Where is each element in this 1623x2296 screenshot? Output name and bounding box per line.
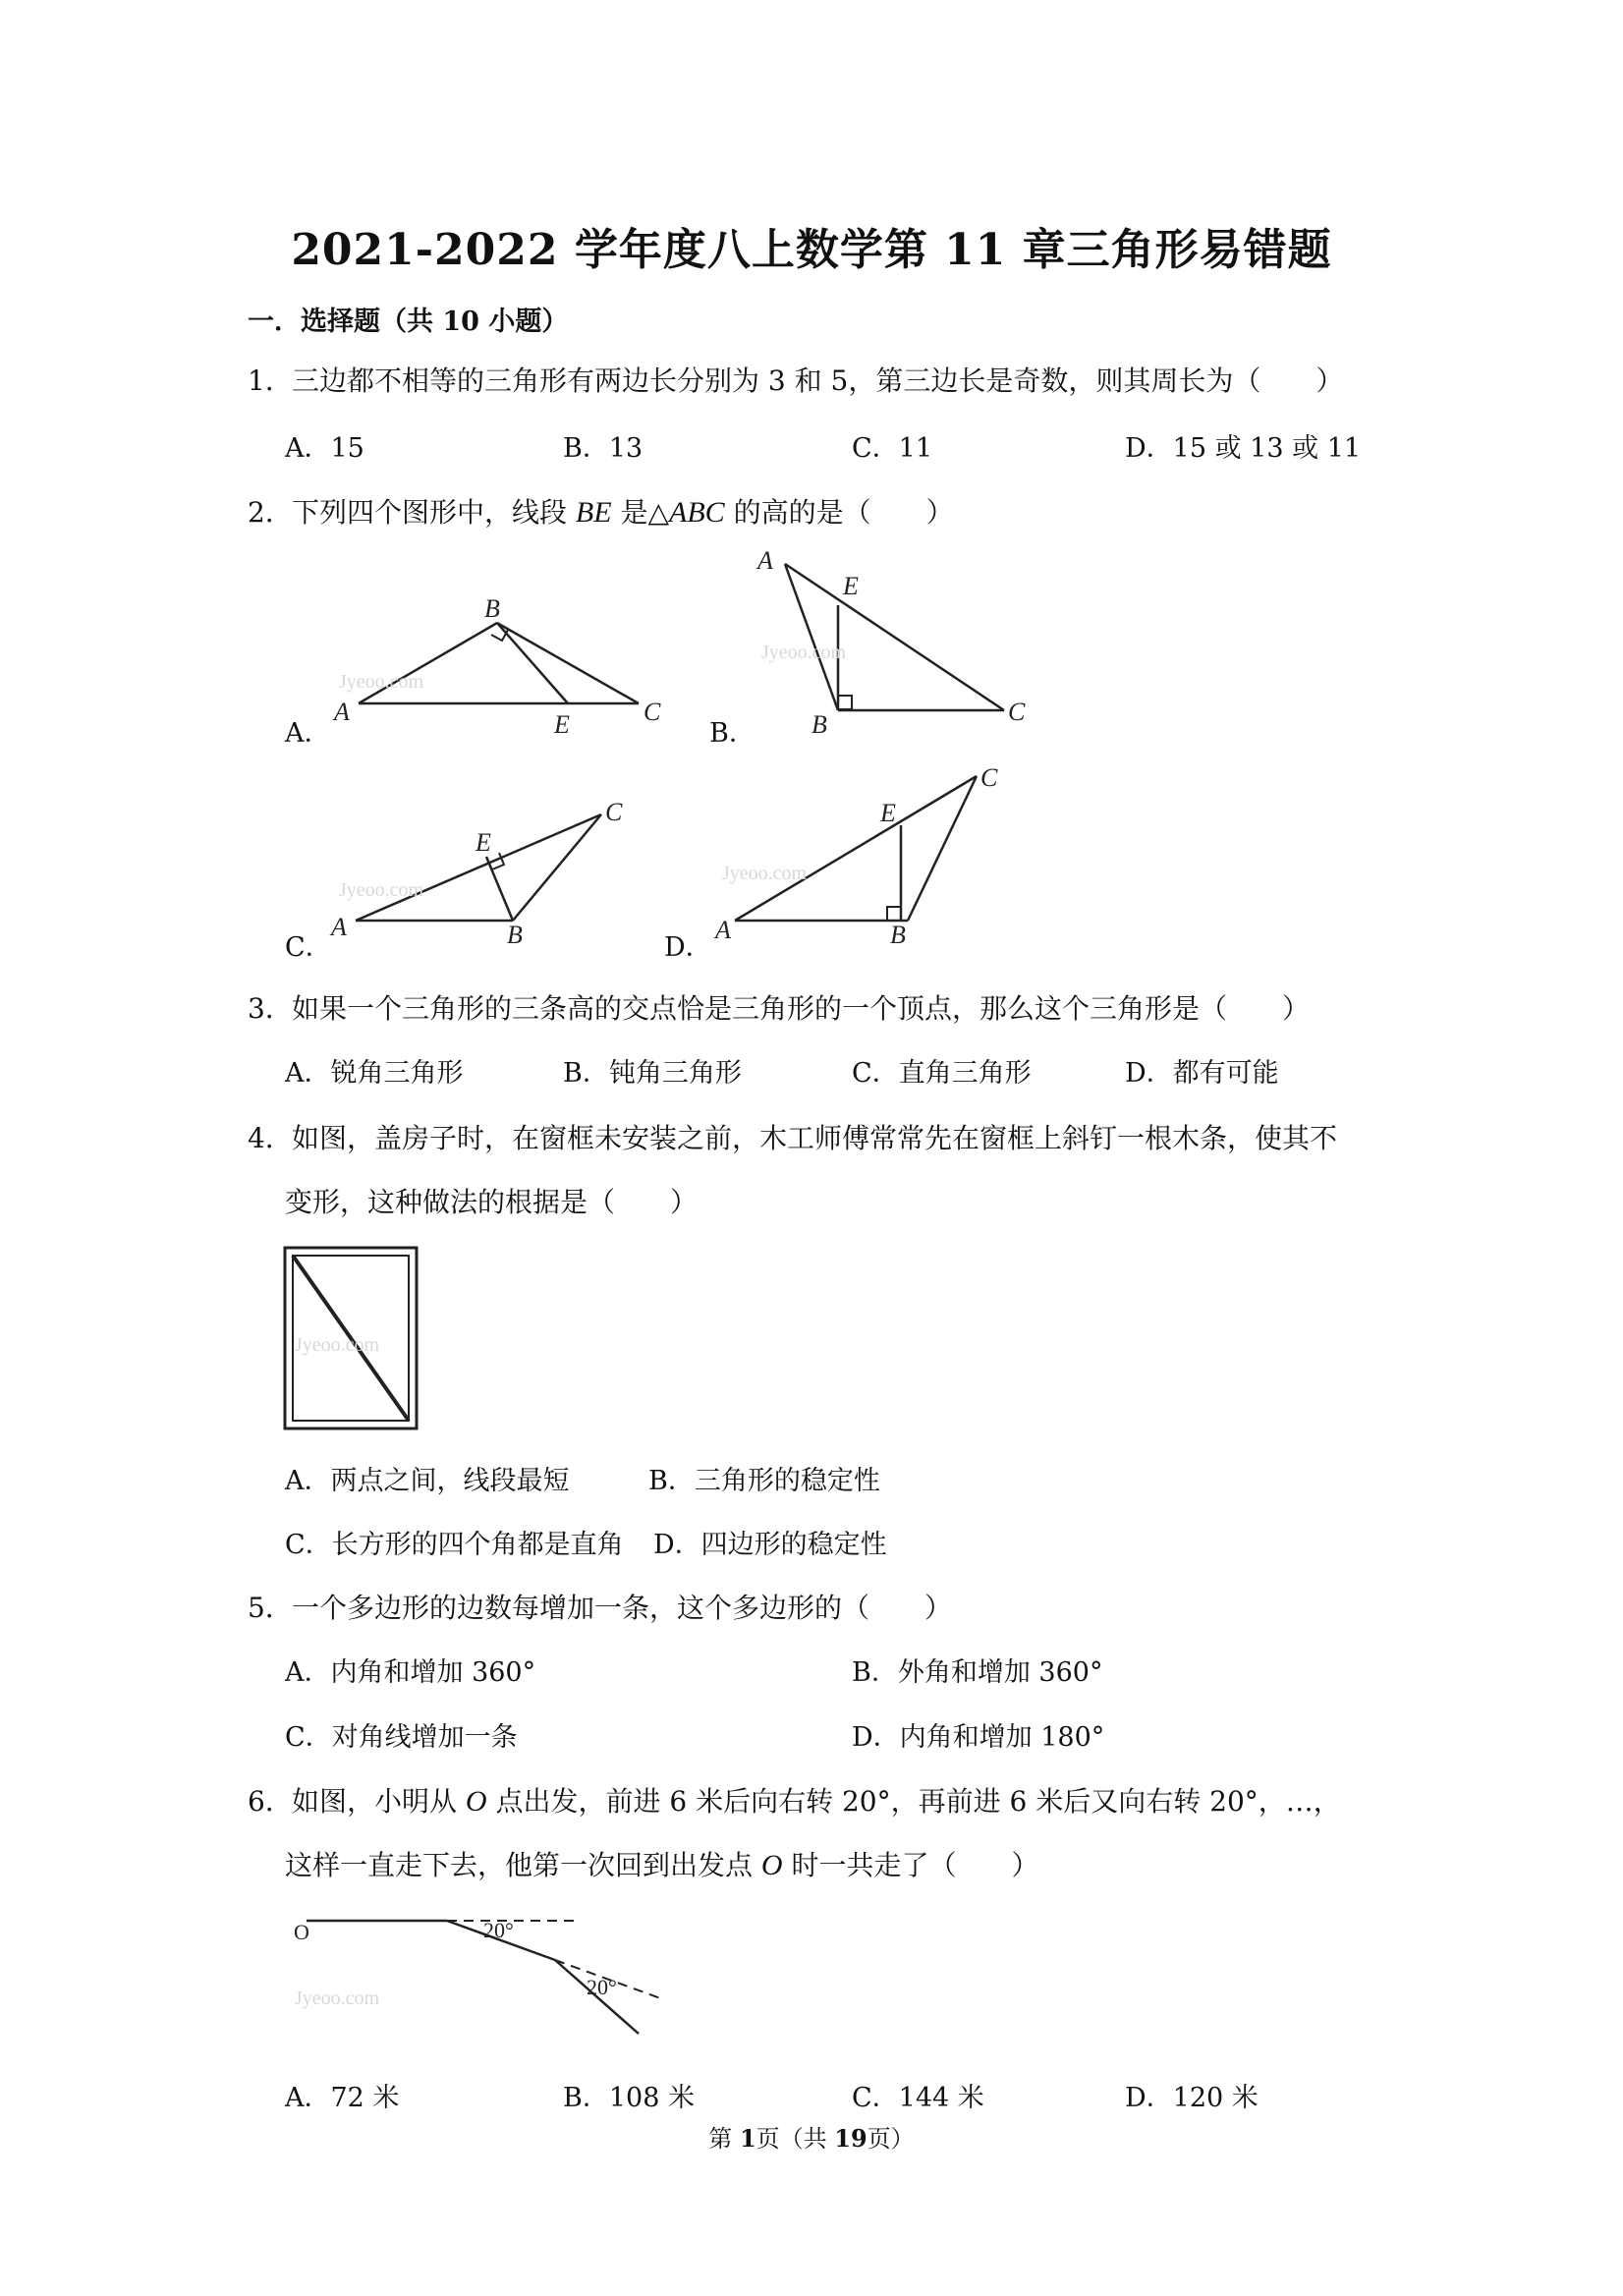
page-footer: 第 1页（共 19页） [708,2124,915,2153]
q3-option-a: A．锐角三角形 [285,1058,464,1089]
q2-option-a: A． [285,718,331,749]
question-6-stem-line1: 如图，小明从 O 点出发，前进 6 米后向右转 20°，再前进 6 米后又向右转 20°，…， [292,1785,1341,1818]
label-e: E [843,572,859,600]
label-b: B [507,921,523,949]
q3-option-d: D．都有可能 [1125,1058,1279,1089]
watermark: Jyeoo.com [295,1988,380,2009]
angle-label-2: 20° [587,1975,617,1999]
question-3-number: 3． [248,992,293,1025]
q4-option-d: D．四边形的稳定性 [653,1530,887,1560]
q2-option-d: D． [664,932,712,963]
label-b: B [890,921,906,949]
q5-option-b: B．外角和增加 360° [852,1657,1103,1688]
q5-option-d: D．内角和增加 180° [852,1722,1105,1753]
label-e: E [880,799,896,827]
q2-option-c: C． [285,932,332,963]
watermark: Jyeoo.com [295,1334,380,1356]
label-a: A [757,546,773,575]
q4-option-c: C．长方形的四个角都是直角 [285,1530,624,1560]
q3-option-b: B．钝角三角形 [563,1058,742,1089]
q4-option-b: B．三角形的稳定性 [648,1466,880,1496]
q5-option-a: A．内角和增加 360° [285,1657,536,1688]
question-4-number: 4． [248,1122,293,1154]
question-5-stem: 一个多边形的边数每增加一条，这个多边形的（ ） [292,1592,953,1624]
question-1-number: 1． [248,364,293,397]
label-a: A [715,916,731,944]
label-c: C [644,698,661,726]
q5-option-c: C．对角线增加一条 [285,1722,518,1753]
label-b: B [812,710,827,739]
q6-option-a: A．72 米 [285,2083,400,2113]
q6-option-c: C．144 米 [852,2083,984,2113]
q1-option-b: B．13 [563,433,644,464]
question-2-number: 2． [248,496,293,529]
q3-option-c: C．直角三角形 [852,1058,1032,1089]
q1-option-c: C．11 [852,433,933,464]
question-5-number: 5． [248,1592,293,1624]
q1-option-a: A．15 [285,433,364,464]
question-6-stem-line2: 这样一直走下去，他第一次回到出发点 O 时一共走了（ ） [285,1849,1039,1881]
watermark: Jyeoo.com [761,642,847,663]
question-4-stem-line2: 变形，这种做法的根据是（ ） [285,1186,699,1218]
q6-option-b: B．108 米 [563,2083,695,2113]
section-heading: 一．选择题（共 10 小题） [248,307,569,337]
label-e: E [476,828,491,857]
question-3-stem: 如果一个三角形的三条高的交点恰是三角形的一个顶点，那么这个三角形是（ ） [292,992,1311,1025]
watermark: Jyeoo.com [339,879,424,901]
label-o: O [294,1920,309,1944]
watermark: Jyeoo.com [722,863,808,884]
angle-label-1: 20° [483,1918,514,1942]
question-1-stem: 三边都不相等的三角形有两边长分别为 3 和 5，第三边长是奇数，则其周长为（ ） [292,364,1344,397]
label-a: A [334,698,350,726]
q4-option-a: A．两点之间，线段最短 [285,1466,570,1496]
question-6-number: 6． [248,1785,293,1818]
label-c: C [980,763,998,792]
watermark: Jyeoo.com [339,671,424,693]
question-2-stem: 下列四个图形中，线段 BE 是△ABC 的高的是（ ） [292,496,954,529]
page-title: 2021-2022 学年度八上数学第 11 章三角形易错题 [291,225,1332,275]
question-4-stem-line1: 如图，盖房子时，在窗框未安装之前，木工师傅常常先在窗框上斜钉一根木条，使其不 [292,1122,1338,1154]
q1-option-d: D．15 或 13 或 11 [1125,433,1362,464]
label-c: C [605,798,623,826]
q2-option-b: B． [709,718,756,749]
label-a: A [331,913,347,941]
q6-option-d: D．120 米 [1125,2083,1259,2113]
label-c: C [1008,698,1026,726]
label-b: B [484,594,500,623]
label-e: E [554,710,570,739]
